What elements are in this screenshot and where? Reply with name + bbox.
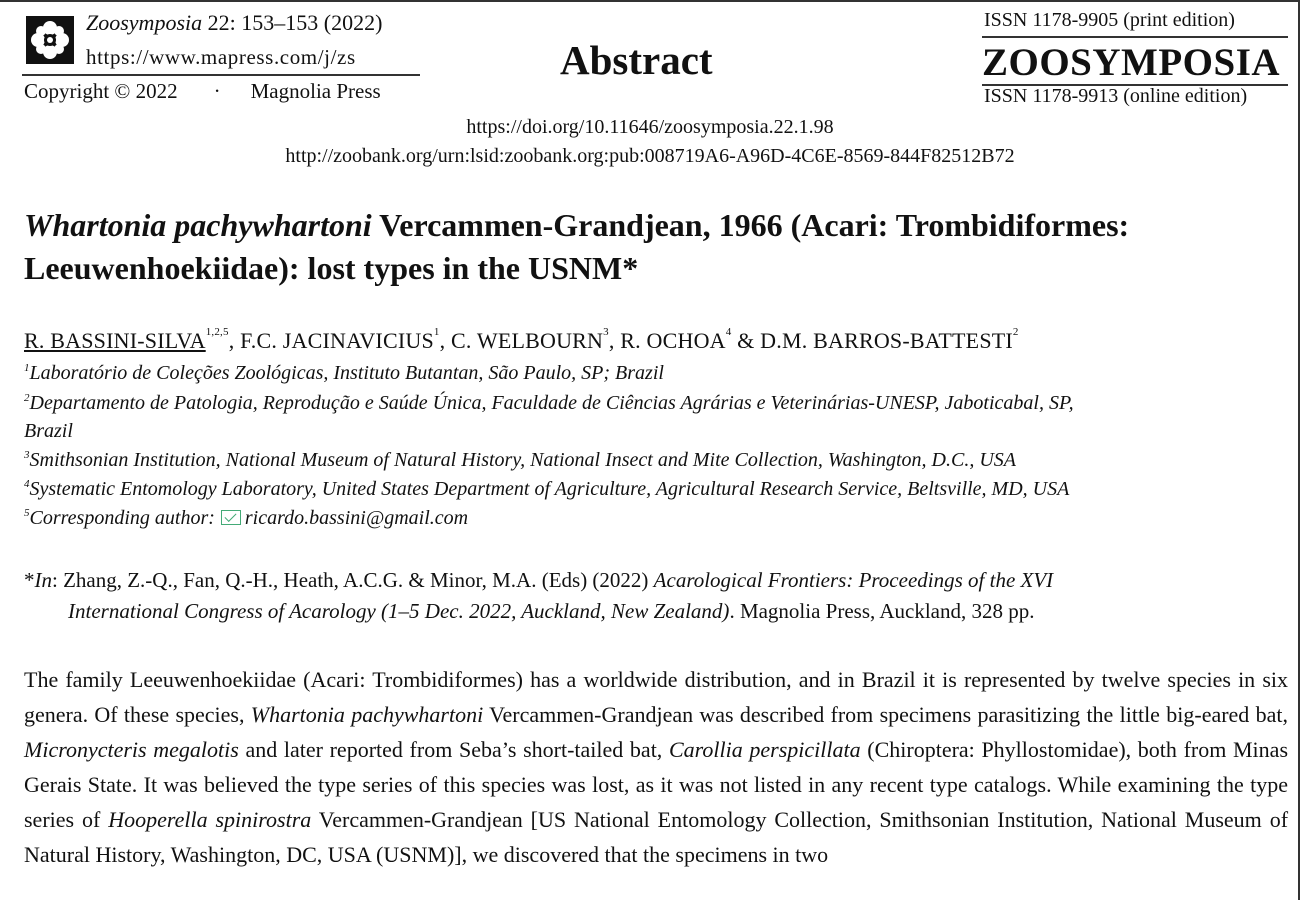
author-affil-sup: 1,2,5 [205,326,229,338]
affiliation: $^3$Smithsonian Institution, National Museum of Natural History, National Insect and Mite Collection, Washington, D.C., USA [24,449,1016,471]
separator: · [213,79,221,103]
affiliation: $^4$Systematic Entomology Laboratory, United States Department of Agriculture, Agricultural Research Service, Beltsville, MD, USA [24,478,1070,500]
journal-brand: ZOOSYMPOSIA [982,41,1281,84]
in-label: In [34,568,52,592]
author-sep: , [228,328,241,353]
publisher: Magnolia Press [250,79,381,103]
title-taxon: Whartonia pachywhartoni [24,207,372,243]
author-sep: , [608,328,621,353]
copyright: Copyright © 2022 [24,79,178,103]
affiliation: Brazil [24,420,73,442]
affiliation: $^1$Laboratório de Coleções Zoológicas, Instituto Butantan, São Paulo, SP; Brazil [24,362,664,384]
issn-print: ISSN 1178-9905 (print edition) [984,9,1235,31]
journal-citation [86,10,382,36]
affiliation: $^2$Departamento de Patologia, Reprodução e Saúde Única, Faculdade de Ciências Agrárias e Veterinárias-UNESP, Jaboticabal, SP, [24,392,1074,414]
in-book-title: Acarological Frontiers: Proceedings of the XVI [653,568,1054,592]
author-name: C. WELBOURN [451,328,604,353]
author-affil-sup: 2 [1012,326,1019,338]
species-name: Hooperella spinirostra [108,807,312,832]
author-sep: & [731,328,761,353]
brand-divider-top [982,36,1288,38]
flower-icon [26,16,74,64]
author-name: R. OCHOA [620,328,726,353]
species-name: Whartonia pachywhartoni [250,702,484,727]
abstract-body: The family Leeuwenhoekiidae (Acari: Trombidiformes) has a worldwide distribution, and in Brazil it is represented by twelve species in six genera. Of these species, Whartonia pachywhartoni Vercammen-Grandjean was described from specimens parasitizing the little big-eared bat, Micronycteris megalotis and later reported from Seba’s short-tailed bat, Carollia perspicillata (Chiroptera: Phyllostomidae), both from Minas Gerais State. It was believed the type series of this species was lost, as it was not listed in any recent type catalogs. While examining the type series of Hooperella spinirostra Vercammen-Grandjean [US National Entomology Collection, Smithsonian Institution, National Museum of Natural History, Washington, DC, USA (USNM)], we discovered that the specimens in two [24,667,1289,867]
in-book-title-cont: International Congress of Acarology (1–5 Dec. 2022, Auckland, New Zealand) [68,599,730,623]
journal-name: Zoosymposia [86,10,203,35]
in-reference [24,565,1290,627]
in-marker: * [24,568,35,592]
header-divider [22,74,420,76]
journal-url[interactable]: https://www.mapress.com/j/zs [86,45,356,69]
author-name: F.C. JACINAVICIUS [240,328,434,353]
author-name: D.M. BARROS-BATTESTI [760,328,1013,353]
species-name: Carollia perspicillata [668,737,861,762]
issn-online: ISSN 1178-9913 (online edition) [984,85,1248,107]
in-editors: : Zhang, Z.-Q., Fan, Q.-H., Heath, A.C.G. & Minor, M.A. (Eds) (2022) [52,568,654,592]
author-affil-sup: 3 [603,326,609,338]
title-rest: Vercammen-Grandjean, 1966 (Acari: Trombidiformes: Leeuwenhoekiidae): lost types in the USNM* [24,207,1130,286]
mail-icon[interactable] [221,510,241,525]
author-affil-sup: 1 [433,326,440,338]
author-name[interactable]: R. BASSINI-SILVA [24,328,206,353]
email-link[interactable]: ricardo.bassini@gmail.com [244,507,469,529]
in-publisher: . Magnolia Press, Auckland, 328 pp. [729,599,1035,623]
copyright-line [24,79,381,104]
paper-title [24,204,1294,290]
corresponding-author: $^5$Corresponding author: ricardo.bassini@gmail.com [24,507,469,529]
doi-link[interactable]: https://doi.org/10.11646/zoosymposia.22.1.98 [466,116,834,138]
journal-volume-pages: 22: 153–153 (2022) [202,10,383,35]
in-reference-continued [24,596,1290,627]
zoobank-link[interactable]: http://zoobank.org/urn:lsid:zoobank.org:pub:008719A6-A96D-4C6E-8569-844F82512B72 [285,145,1015,167]
author-affil-sup: 4 [725,326,732,338]
journal-logo [26,16,74,64]
species-name: Micronycteris megalotis [24,737,239,762]
section-heading: Abstract [560,37,713,83]
author-sep: , [439,328,451,353]
author-list [24,328,1019,354]
